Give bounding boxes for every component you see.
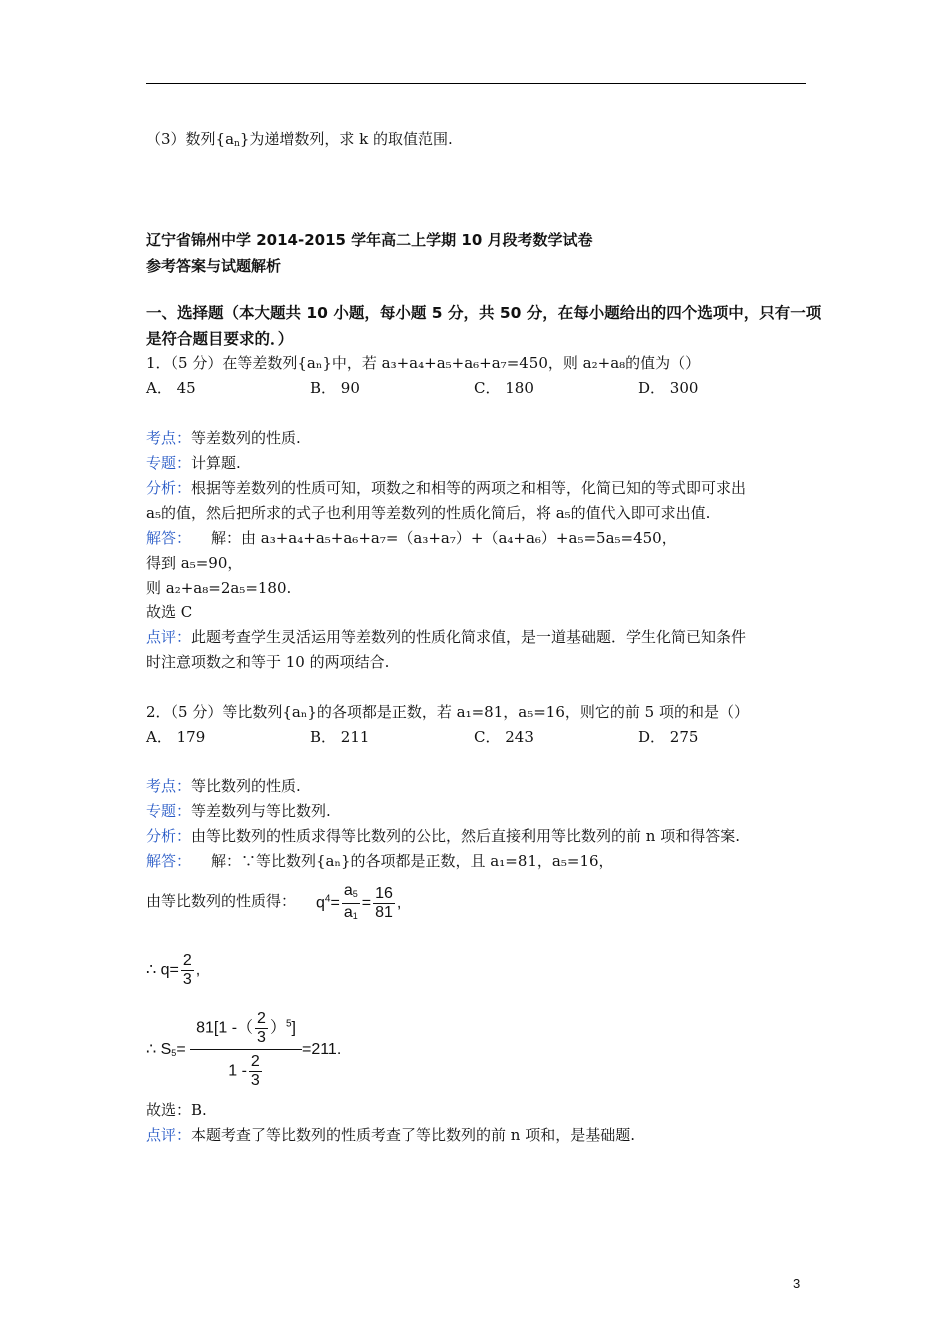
document-title: 辽宁省锦州中学 2014-2015 学年高二上学期 10 月段考数学试卷 bbox=[146, 231, 593, 249]
option-a: A． 179 bbox=[146, 728, 206, 746]
option-d: D． 275 bbox=[638, 728, 699, 746]
p2-kaodian: 考点：等比数列的性质. bbox=[146, 777, 301, 795]
option-d: D． 300 bbox=[638, 379, 699, 397]
option-c: C． 180 bbox=[474, 379, 534, 397]
p1-fenxi-cont: a₅的值，然后把所求的式子也利用等差数列的性质化简后，将 a₅的值代入即可求出值. bbox=[146, 504, 711, 522]
option-c: C． 243 bbox=[474, 728, 534, 746]
fraction-2-3: $\frac{2}{3}$ bbox=[182, 952, 192, 988]
p2-jieda-3: 故选：B. bbox=[146, 1101, 207, 1119]
option-b: B． 90 bbox=[310, 379, 360, 397]
section-heading-line1: 一、选择题（本大题共 10 小题，每小题 5 分，共 50 分，在每小题给出的四个选项中，只有一项 bbox=[146, 304, 822, 322]
option-b: B． 211 bbox=[310, 728, 370, 746]
top-rule bbox=[146, 83, 806, 84]
equation-q: ∴ q= $\frac{2}{3}$ , bbox=[146, 952, 201, 988]
question-3-part: （3）数列$\{a_n\}$为递增数列，求 k 的取值范围. bbox=[146, 130, 453, 149]
p1-kaodian: 考点：等差数列的性质. bbox=[146, 429, 301, 447]
p1-jieda-4: 故选 C bbox=[146, 603, 193, 621]
problem-2-options bbox=[146, 726, 802, 747]
fraction-16-81: $\frac{16}{81}$ bbox=[375, 885, 393, 921]
p2-dianping: 点评：本题考查了等比数列的性质考查了等比数列的前 n 项和，是基础题. bbox=[146, 1126, 635, 1144]
option-a: A． 45 bbox=[146, 379, 196, 397]
fraction-a5-a1: $\frac{a_5}{a_1}$ bbox=[343, 882, 358, 921]
p1-dianping-cont: 时注意项数之和等于 10 的两项结合. bbox=[146, 653, 390, 671]
p1-jieda-3: 则 a₂+a₈=2a₅=180. bbox=[146, 579, 292, 597]
p1-jieda-2: 得到 a₅=90， bbox=[146, 554, 243, 572]
p1-jieda: 解答： 解：由 a₃+a₄+a₅+a₆+a₇=（a₃+a₇）+（a₄+a₆）+a₅=5a₅=450， bbox=[146, 529, 677, 547]
page-number: 3 bbox=[793, 1276, 801, 1291]
p1-fenxi: 分析：根据等差数列的性质可知，项数之和相等的两项之和相等，化简已知的等式即可求出 bbox=[146, 479, 747, 497]
p1-dianping: 点评：此题考查学生灵活运用等差数列的性质化简求值，是一道基础题．学生化简已知条件 bbox=[146, 628, 747, 646]
problem-1-options bbox=[146, 377, 802, 398]
equation-q4: $q^4=$ $\frac{a_5}{a_1}$ = $\frac{16}{81}$ , bbox=[316, 882, 401, 925]
p2-fenxi: 分析：由等比数列的性质求得等比数列的公比，然后直接利用等比数列的前 n 项和得答案. bbox=[146, 827, 740, 845]
p2-jieda: 解答： 解：∵等比数列{aₙ}的各项都是正数，且 a₁=81，a₅=16， bbox=[146, 852, 614, 870]
p1-zhuanti: 专题：计算题. bbox=[146, 454, 241, 472]
p2-zhuanti: 专题：等差数列与等比数列. bbox=[146, 802, 331, 820]
document-subtitle: 参考答案与试题解析 bbox=[146, 257, 282, 275]
problem-1-question: 1．（5 分）在等差数列{aₙ}中，若 a₃+a₄+a₅+a₆+a₇=450，则 a₂+a₈的值为（） bbox=[146, 354, 701, 372]
equation-s5: ∴ $S_5=$ 81[1 -（ $\frac{2}{3}$ ）$^5$] 1 - $\frac{2}{3}$ =211. bbox=[146, 1010, 342, 1089]
fraction-s5: 81[1 -（ $\frac{2}{3}$ ）$^5$] 1 - $\frac{2}{3}$ bbox=[190, 1010, 302, 1090]
problem-2-question: 2．（5 分）等比数列{aₙ}的各项都是正数，若 a₁=81，a₅=16，则它的前 5 项的和是（） bbox=[146, 703, 749, 721]
section-heading-line2: 是符合题目要求的．） bbox=[146, 330, 294, 348]
p2-jieda-2: 由等比数列的性质得： bbox=[146, 892, 297, 910]
